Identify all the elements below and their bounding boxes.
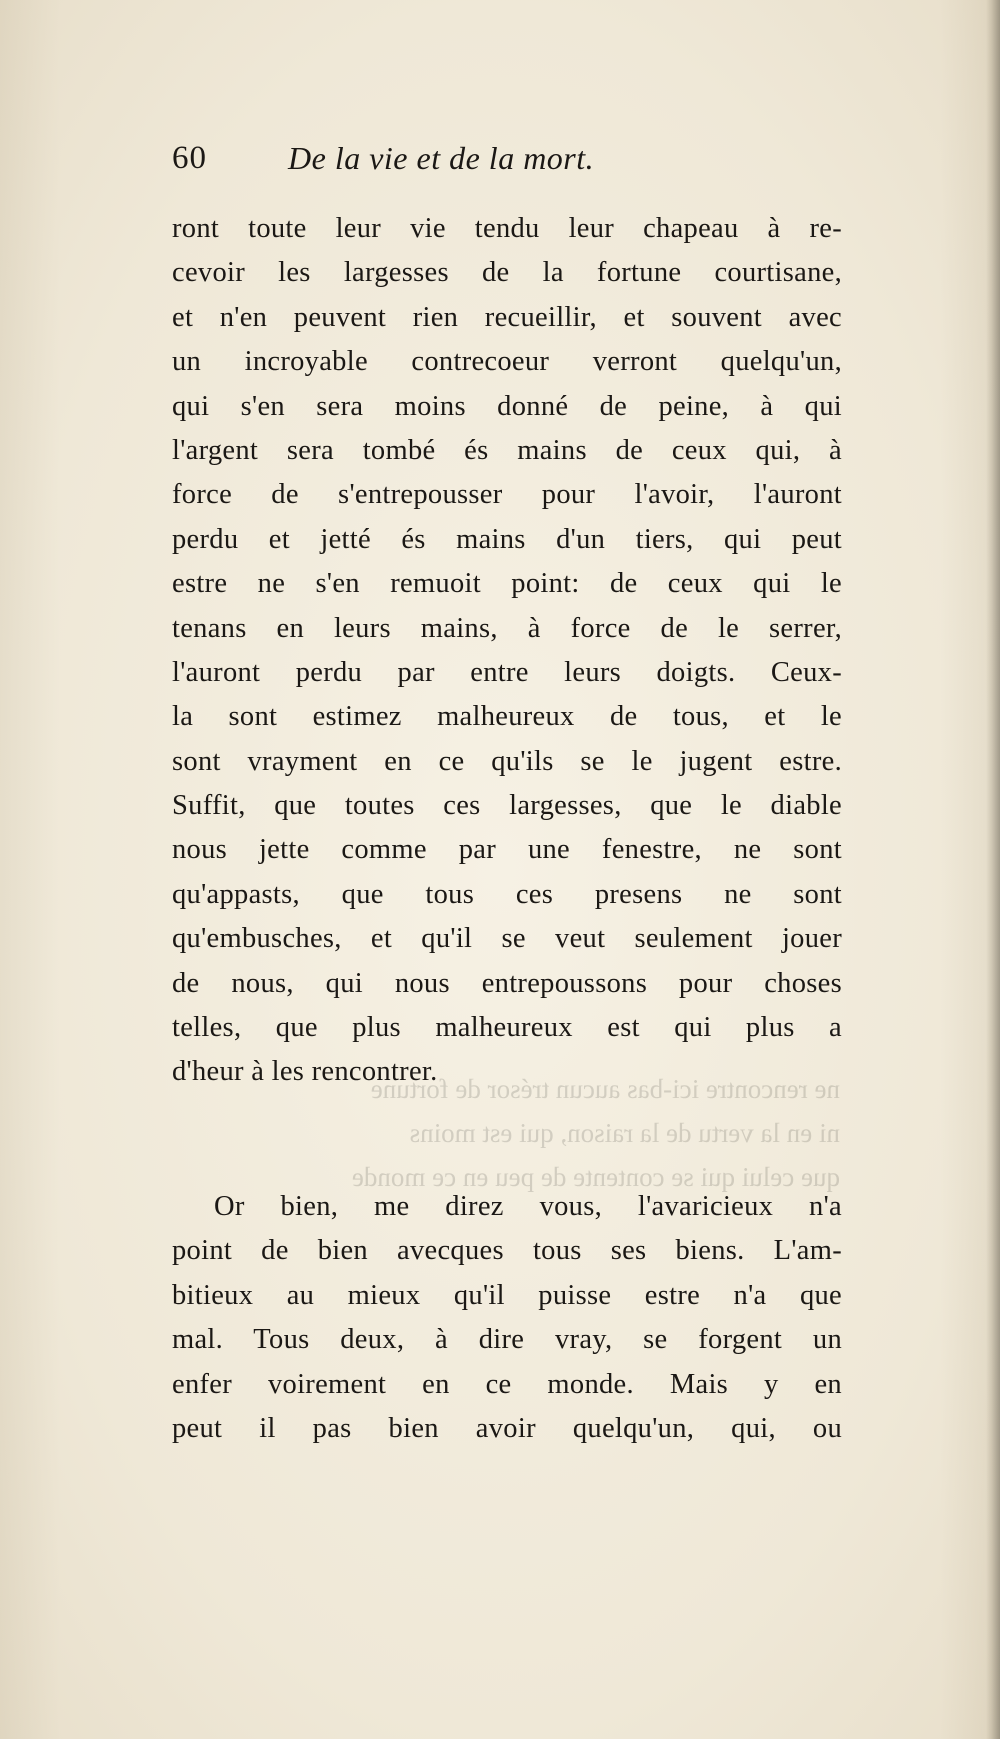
text-line: estre ne s'en remuoit point: de ceux qui le — [172, 568, 842, 600]
text-line: nous jette comme par une fenestre, ne sont — [172, 834, 842, 866]
text-line: force de s'entrepousser pour l'avoir, l'auront — [172, 479, 842, 511]
text-line: cevoir les largesses de la fortune courtisane, — [172, 257, 842, 289]
text-line: tenans en leurs mains, à force de le serrer, — [172, 612, 842, 644]
page-header — [172, 140, 822, 190]
text-line: l'argent sera tombé és mains de ceux qui, à — [172, 434, 842, 466]
text-line: qui s'en sera moins donné de peine, à qui — [172, 390, 842, 422]
text-line: mal. Tous deux, à dire vray, se forgent un — [172, 1324, 842, 1356]
text-line: Suffit, que toutes ces largesses, que le diable — [172, 790, 842, 822]
paragraph-1 — [172, 207, 842, 1095]
page-edge-shadow — [986, 0, 1000, 1739]
text-line: Or bien, me direz vous, l'avaricieux n'a — [214, 1191, 842, 1222]
text-line: qu'appasts, que tous ces presens ne sont — [172, 878, 842, 910]
paragraph-2 — [172, 1185, 842, 1451]
text-line: peut il pas bien avoir quelqu'un, qui, ou — [172, 1412, 842, 1444]
text-line: ront toute leur vie tendu leur chapeau à re- — [172, 213, 842, 244]
text-line: enfer voirement en ce monde. Mais y en — [172, 1368, 842, 1400]
page-number: 60 — [172, 140, 207, 176]
text-line: d'heur à les rencontrer. — [172, 1056, 438, 1088]
show-through-bleed: ne rencontre ici-bas aucun trésor de fortune ni en la vertu de la raison, qui est moins que celui qui se contente de peu en ce monde — [351, 1074, 840, 1192]
text-line: perdu et jetté és mains d'un tiers, qui peut — [172, 523, 842, 555]
text-line: la sont estimez malheureux de tous, et le — [172, 701, 842, 733]
text-line: l'auront perdu par entre leurs doigts. Ceux- — [172, 656, 842, 688]
text-line: et n'en peuvent rien recueillir, et souvent avec — [172, 301, 842, 333]
text-line: de nous, qui nous entrepoussons pour choses — [172, 967, 842, 999]
text-line: bitieux au mieux qu'il puisse estre n'a que — [172, 1279, 842, 1311]
text-line: point de bien avecques tous ses biens. L'am- — [172, 1235, 842, 1267]
text-line: un incroyable contrecoeur verront quelqu'un, — [172, 346, 842, 378]
text-line: telles, que plus malheureux est qui plus a — [172, 1012, 842, 1044]
text-line: sont vrayment en ce qu'ils se le jugent estre. — [172, 745, 842, 777]
text-line: qu'embusches, et qu'il se veut seulement jouer — [172, 923, 842, 955]
running-title: De la vie et de la mort. — [288, 140, 595, 176]
